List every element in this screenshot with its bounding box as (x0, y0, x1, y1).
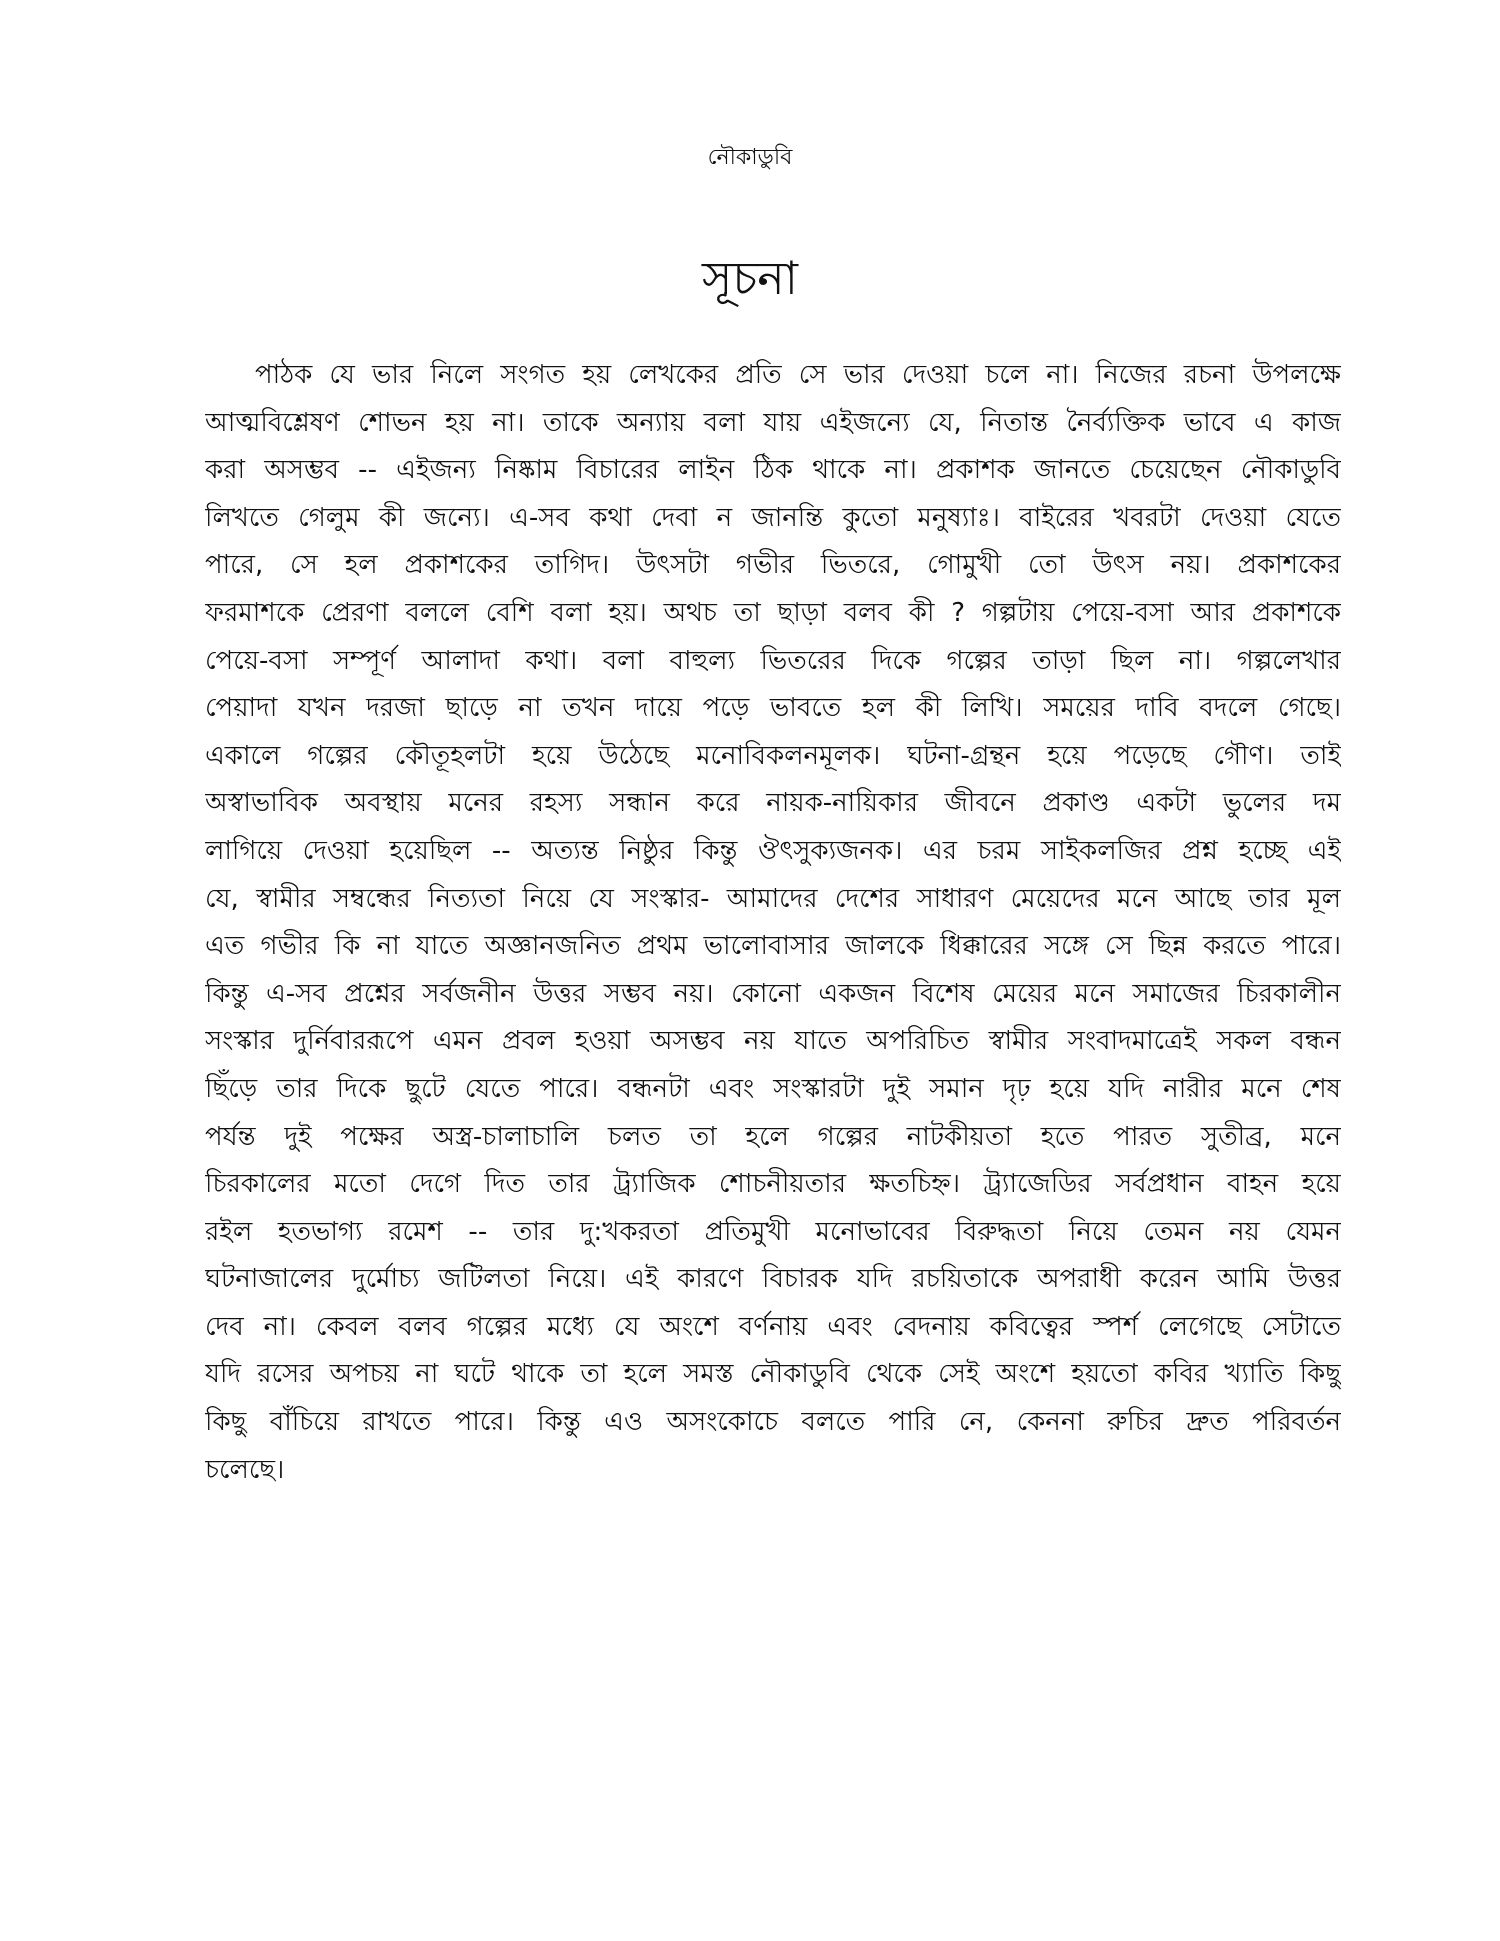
paragraph-line: সংস্কার দুর্নিবাররূপে এমন প্রবল হওয়া অসম্ভব নয় যাতে অপরিচিত স্বামীর সংবাদমাত্রেই সকল বন্ধন (205, 1026, 1341, 1057)
body-paragraph (205, 352, 1341, 1494)
paragraph-line: যে, স্বামীর সম্বন্ধের নিত্যতা নিয়ে যে সংস্কার- আমাদের দেশের সাধারণ মেয়েদের মনে আছে তার মূল (205, 883, 1341, 914)
paragraph-line: এত গভীর কি না যাতে অজ্ঞানজনিত প্রথম ভালোবাসার জালকে ধিক্কারের সঙ্গে সে ছিন্ন করতে পারে। (205, 931, 1341, 962)
paragraph-line: ঘটনাজালের দুর্মোচ্য জটিলতা নিয়ে। এই কারণে বিচারক যদি রচয়িতাকে অপরাধী করেন আমি উত্তর (205, 1264, 1341, 1295)
paragraph-line: করা অসম্ভব -- এইজন্য নিষ্কাম বিচারের লাইন ঠিক থাকে না। প্রকাশক জানতে চেয়েছেন নৌকাডুবি (205, 455, 1341, 486)
page-title: সূচনা (701, 251, 798, 305)
paragraph-line: কিছু বাঁচিয়ে রাখতে পারে। কিন্তু এও অসংকোচে বলতে পারি নে, কেননা রুচির দ্রুত পরিবর্তন (205, 1407, 1341, 1438)
paragraph-line: পেয়াদা যখন দরজা ছাড়ে না তখন দায়ে পড়ে ভাবতে হল কী লিখি। সময়ের দাবি বদলে গেছে। (205, 693, 1341, 724)
paragraph-line: চলেছে। (205, 1454, 285, 1485)
paragraph-line: যদি রসের অপচয় না ঘটে থাকে তা হলে সমস্ত নৌকাডুবি থেকে সেই অংশে হয়তো কবির খ্যাতি কিছু (205, 1359, 1341, 1390)
paragraph-line: চিরকালের মতো দেগে দিত তার ট্র্যাজিক শোচনীয়তার ক্ষতচিহ্ন। ট্র্যাজেডির সর্বপ্রধান বাহন হয়ে (205, 1169, 1341, 1200)
paragraph-line: লিখতে গেলুম কী জন্যে। এ-সব কথা দেবা ন জানন্তি কুতো মনুষ্যাঃ। বাইরের খবরটা দেওয়া যেতে (205, 502, 1341, 533)
paragraph-line: দেব না। কেবল বলব গল্পের মধ্যে যে অংশে বর্ণনায় এবং বেদনায় কবিত্বের স্পর্শ লেগেছে সেটাতে (205, 1311, 1341, 1342)
paragraph-line: পেয়ে-বসা সম্পূর্ণ আলাদা কথা। বলা বাহুল্য ভিতরের দিকে গল্পের তাড়া ছিল না। গল্পলেখার (205, 645, 1341, 676)
paragraph-line: ফরমাশকে প্রেরণা বললে বেশি বলা হয়। অথচ তা ছাড়া বলব কী ? গল্পটায় পেয়ে-বসা আর প্রকাশকে (205, 597, 1341, 628)
paragraph-line: একালে গল্পের কৌতূহলটা হয়ে উঠেছে মনোবিকলনমূলক। ঘটনা-গ্রন্থন হয়ে পড়েছে গৌণ। তাই (205, 740, 1341, 771)
paragraph-line: লাগিয়ে দেওয়া হয়েছিল -- অত্যন্ত নিষ্ঠুর কিন্তু ঔৎসুক্যজনক। এর চরম সাইকলজির প্রশ্ন হচ্ছে এই (205, 835, 1341, 866)
paragraph-line: ছিঁড়ে তার দিকে ছুটে যেতে পারে। বন্ধনটা এবং সংস্কারটা দুই সমান দৃঢ় হয়ে যদি নারীর মনে শেষ (205, 1073, 1341, 1104)
paragraph-line: পাঠক যে ভার নিলে সংগত হয় লেখকের প্রতি সে ভার দেওয়া চলে না। নিজের রচনা উপলক্ষে (255, 360, 1341, 390)
paragraph-line: অস্বাভাবিক অবস্থায় মনের রহস্য সন্ধান করে নায়ক-নায়িকার জীবনে প্রকাণ্ড একটা ভুলের দম (205, 788, 1341, 819)
running-head: নৌকাডুবি (707, 145, 793, 170)
paragraph-line: রইল হতভাগ্য রমেশ -- তার দু:খকরতা প্রতিমুখী মনোভাবের বিরুদ্ধতা নিয়ে তেমন নয় যেমন (205, 1216, 1341, 1247)
paragraph-line: পারে, সে হল প্রকাশকের তাগিদ। উৎসটা গভীর ভিতরে, গোমুখী তো উৎস নয়। প্রকাশকের (205, 550, 1341, 581)
paragraph-line: কিন্তু এ-সব প্রশ্নের সর্বজনীন উত্তর সম্ভব নয়। কোনো একজন বিশেষ মেয়ের মনে সমাজের চিরকালীন (205, 978, 1341, 1009)
paragraph-line: পর্যন্ত দুই পক্ষের অস্ত্র-চালাচালি চলত তা হলে গল্পের নাটকীয়তা হতে পারত সুতীব্র, মনে (205, 1121, 1341, 1152)
paragraph-line: আত্মবিশ্লেষণ শোভন হয় না। তাকে অন্যায় বলা যায় এইজন্যে যে, নিতান্ত নৈর্ব্যক্তিক ভাবে এ কাজ (205, 407, 1341, 438)
